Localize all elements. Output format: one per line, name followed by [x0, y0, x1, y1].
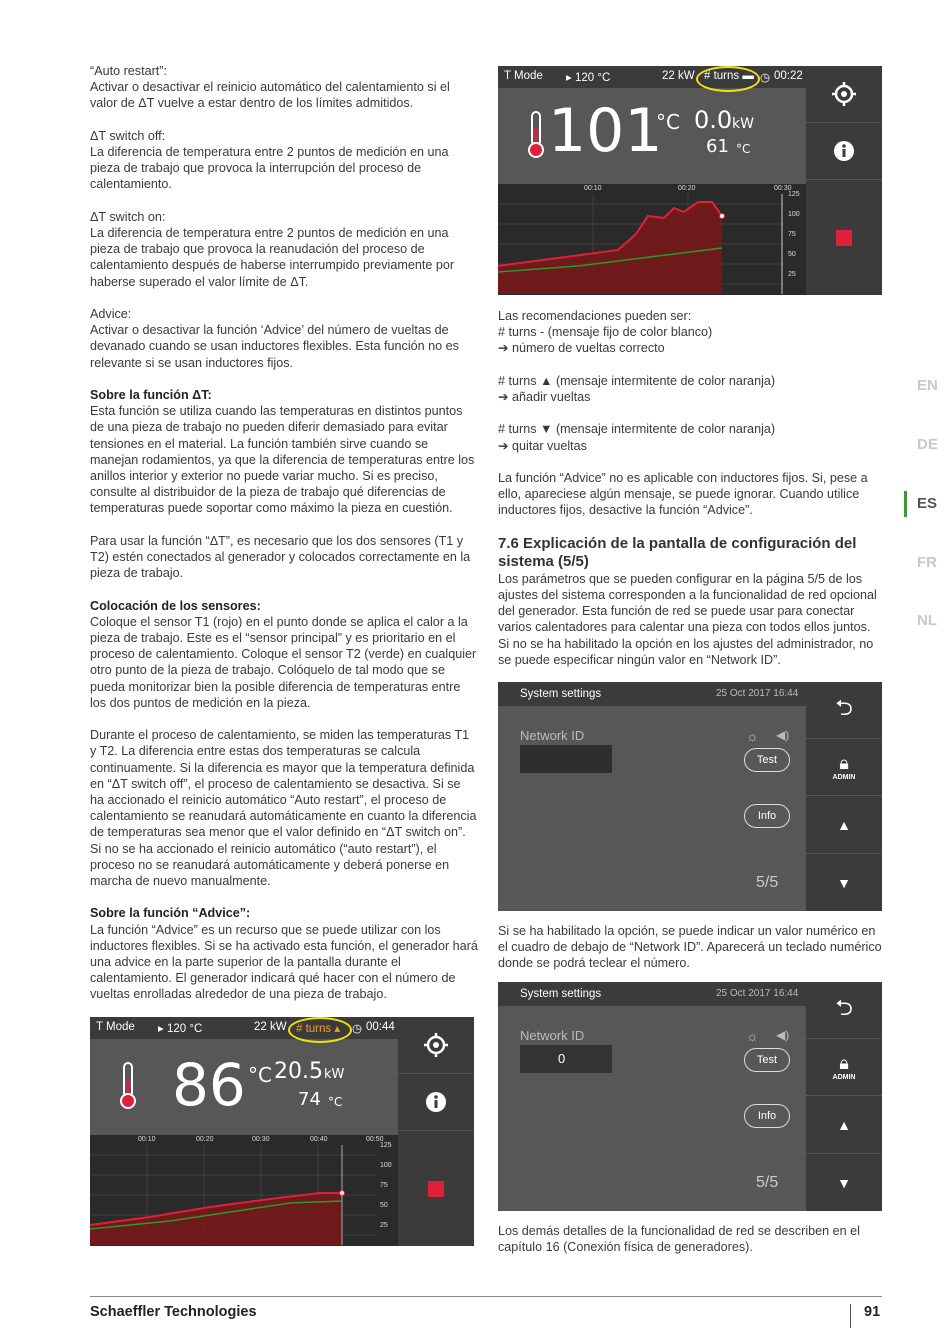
temp-chart — [498, 184, 806, 295]
scroll-down-button[interactable] — [806, 854, 882, 911]
settings-title: System settings — [520, 988, 602, 1000]
turns-highlight — [288, 1017, 352, 1043]
lock-icon: 🔒︎ — [839, 753, 849, 773]
t2-value: 74 — [298, 1089, 321, 1110]
target-temp: ▸ 120 °C — [158, 1023, 203, 1035]
mode-label: T Mode — [504, 70, 543, 82]
stop-button[interactable] — [806, 180, 882, 295]
target-button[interactable] — [398, 1017, 474, 1074]
para-during: Durante el proceso de calentamiento, se miden las temperaturas T1 y T2. La diferencia entre estas dos temperaturas se calcula continuamente. Si la diferencia es mayor que la temperatura definida en “ΔT switch off”, el proceso de calentamiento se desactiva. Si se ha accionado el reinicio automático “Auto restart”, el proceso de calentamiento se reanudará automáticamente en cuanto la diferencia de temperaturas sea menor que el valor definido en “ΔT switch on”. Si no se ha accionado el reinicio automático (“auto restart”), el proceso no se reanudará automáticamente y deberá ponerse en marcha de nuevo manualmente. — [90, 728, 477, 889]
x-tick: 00:10 — [138, 1136, 156, 1143]
final-text: Los demás detalles de la funcionalidad de red se describen en el capítulo 16 (Conexión física de generadores). — [498, 1224, 860, 1255]
para-auto-restart: “Auto restart”: Activar o desactivar el reinicio automático del calentamiento si el valor de ΔT vuelve a estar dentro de los límites admitidos. — [90, 64, 450, 111]
x-tick: 00:20 — [678, 185, 696, 192]
screen-sidebar — [398, 1017, 474, 1246]
rec-fixed: # turns - (mensaje fijo de color blanco) — [498, 325, 713, 340]
lang-tab-de[interactable]: DE — [917, 436, 938, 453]
rec-down-result: ➔ quitar vueltas — [498, 438, 587, 453]
text-about-advice: La función “Advice” es un recurso que se puede utilizar con los inductores flexibles. Si se ha activado esta función, el generador hará una advice en la parte superior de la pantalla durante el calentamiento. El generador indicará qué hacer con el número de vueltas enrolladas alrededor de una pieza de trabajo. — [90, 922, 478, 1002]
network-id-label: Network ID — [520, 728, 585, 743]
arrow-down-icon: ▼ — [837, 874, 851, 891]
clock-icon: ◷ — [352, 1023, 363, 1035]
t2-unit: °C — [736, 142, 751, 156]
x-tick: 00:10 — [584, 185, 602, 192]
scroll-up-button[interactable] — [806, 1096, 882, 1154]
back-button[interactable] — [806, 982, 882, 1039]
y-tick: 100 — [380, 1162, 392, 1169]
para-about-dt — [90, 387, 478, 517]
page-indicator: 5/5 — [756, 1174, 779, 1191]
heating-screen-top — [498, 66, 882, 295]
main-temp-unit: °C — [248, 1063, 272, 1087]
back-icon: ⮌ — [835, 695, 853, 720]
y-tick: 100 — [788, 211, 800, 218]
t1-area — [498, 202, 722, 294]
main-temp-unit: °C — [656, 110, 680, 134]
settings-title: System settings — [520, 688, 602, 700]
rec-up-block — [498, 373, 884, 405]
thermometer-icon — [526, 110, 546, 160]
para-use-dt: Para usar la función “ΔT”, es necesario que los dos sensores (T1 y T2) estén conectados al generador y colocados correctamente en la pieza de trabajo. — [90, 533, 471, 581]
section-text: Los parámetros que se pueden configurar en la página 5/5 de los ajustes del sistema corresponden a la funcionalidad de red opcional del generador. Esta función de red se puede usar para conectar varios calentadores para calentar una pieza con todos ellos juntos. Si no se ha habilitado la opción en los ajustes del administrador, no se puede especificar ningún valor en “Network ID”. — [498, 571, 877, 667]
para-sensors — [90, 598, 478, 711]
target-icon — [423, 1032, 449, 1058]
lock-icon: 🔒︎ — [839, 1053, 849, 1073]
elapsed-time: 00:22 — [774, 70, 803, 82]
settings-sidebar — [806, 682, 882, 911]
footer-divider — [90, 1296, 882, 1297]
para-about-advice — [90, 905, 478, 1002]
right-column — [498, 308, 884, 684]
lang-tab-es[interactable]: ES — [917, 495, 938, 512]
stop-button[interactable] — [398, 1131, 474, 1246]
settings-screen-1 — [498, 682, 882, 911]
info-icon — [833, 140, 855, 162]
t2-value: 61 — [706, 136, 729, 157]
arrow-up-icon: ▲ — [837, 1116, 851, 1133]
power-short: 22 kW — [254, 1021, 287, 1033]
heading-about-advice: Sobre la función “Advice”: — [90, 906, 251, 921]
arrow-down-icon: ▼ — [837, 1174, 851, 1191]
y-tick: 75 — [788, 231, 796, 238]
final-text-block — [498, 1223, 884, 1272]
scroll-up-button[interactable] — [806, 796, 882, 854]
chart-cursor — [720, 214, 725, 219]
lang-tab-en[interactable]: EN — [917, 377, 938, 394]
section-title: 7.6 Explicación de la pantalla de configuración del sistema (5/5) — [498, 534, 857, 570]
settings-screen-2 — [498, 982, 882, 1211]
brightness-icon: ☼ — [746, 1028, 759, 1044]
lang-tab-nl[interactable]: NL — [917, 612, 937, 629]
power-short: 22 kW — [662, 70, 695, 82]
rec-up-result: ➔ añadir vueltas — [498, 390, 591, 404]
footer-brand: Schaeffler Technologies — [90, 1304, 257, 1320]
settings-date: 25 Oct 2017 16:44 — [716, 988, 799, 999]
left-column — [90, 63, 478, 1019]
admin-button[interactable] — [806, 1039, 882, 1096]
info-pill-button[interactable]: Info — [744, 804, 790, 828]
recommendations — [498, 308, 884, 357]
power-unit: kW — [732, 116, 754, 132]
admin-label: ADMIN — [832, 1074, 856, 1081]
back-button[interactable] — [806, 682, 882, 739]
test-button[interactable]: Test — [744, 748, 790, 772]
network-id-input[interactable]: 0 — [520, 1045, 612, 1073]
target-button[interactable] — [806, 66, 882, 123]
volume-icon: ◀) — [776, 1028, 790, 1042]
target-icon — [831, 81, 857, 107]
rec-down: # turns ▼ (mensaje intermitente de color naranja) — [498, 422, 776, 437]
settings-date: 25 Oct 2017 16:44 — [716, 688, 799, 699]
rec-down-block — [498, 421, 884, 453]
enabled-text-block — [498, 923, 884, 988]
active-tab-indicator — [904, 491, 907, 517]
main-temp: 101 — [548, 96, 663, 166]
turns-advice: # turns ▬ — [704, 70, 754, 82]
power-value: 20.5 — [274, 1059, 323, 1084]
y-tick: 50 — [788, 251, 796, 258]
clock-icon: ◷ — [760, 72, 771, 84]
arrow-up-icon: ▲ — [837, 816, 851, 833]
x-tick: 00:30 — [252, 1136, 270, 1143]
fixed-note: La función “Advice” no es aplicable con inductores fijos. Si, pese a ello, apareciese algún mensaje, se puede ignorar. Cuando utilice inductores fijos, desactive la función “Advice”. — [498, 470, 868, 518]
y-tick: 25 — [788, 271, 796, 278]
volume-icon: ◀) — [776, 728, 790, 742]
text-sensors: Coloque el sensor T1 (rojo) en el punto donde se aplica el calor a la pieza de trabajo. Este es el “sensor principal” y es prioritario en el proceso de calentamiento. Coloque el sensor T2 (verde) en cualquier otro punto de la pieza de trabajo. Colóquelo de tal modo que se pueda monitorizar bien la posible diferencia de temperaturas entre los dos puntos de medición en la pieza. — [90, 614, 477, 710]
back-icon: ⮌ — [835, 995, 853, 1020]
stop-icon — [836, 230, 852, 246]
info-button[interactable] — [398, 1074, 474, 1131]
temp-chart-plot — [90, 1145, 376, 1245]
mode-label: T Mode — [96, 1021, 135, 1033]
para-advice: Advice: Activar o desactivar la función ‘Advice’ del número de vueltas de devanado cuando se usan inductores flexibles. Esta función no es relevante si se usan inductores fijos. — [90, 307, 459, 370]
text-about-dt: Esta función se utiliza cuando las temperaturas en distintos puntos de una pieza de trabajo no pueden diferir demasiado para evitar tensiones en el material. La función también sirve cuando se manejan rodamientos, ya que la diferencia de temperaturas entre los anillos interior y exterior no puede variar mucho. Si es preciso, consulte al distribuidor de la pieza de trabajo qué diferencias de temperaturas puede soportar como máximo la pieza en cuestión. — [90, 404, 475, 516]
turns-advice: # turns ▴ — [296, 1023, 341, 1035]
info-button[interactable] — [806, 123, 882, 180]
page-number: 91 — [864, 1304, 881, 1320]
para-dt-on: ΔT switch on: La diferencia de temperatura entre 2 puntos de medición en una pieza de trabajo que provoca la reanudación del proceso de calentamiento después de haberse interrumpido previamente por haberse superado el valor límite de ΔT. — [90, 209, 455, 289]
scroll-down-button[interactable] — [806, 1154, 882, 1211]
x-tick: 00:20 — [196, 1136, 214, 1143]
y-tick: 25 — [380, 1222, 388, 1229]
admin-label: ADMIN — [832, 774, 856, 781]
power-value: 0.0 — [694, 106, 733, 134]
para-dt-off: ΔT switch off: La diferencia de temperatura entre 2 puntos de medición en una pieza de trabajo que provoca la interrupción del proceso de calentamiento. — [90, 128, 449, 192]
info-pill-button[interactable]: Info — [744, 1104, 790, 1128]
rec-up: # turns ▲ (mensaje intermitente de color naranja) — [498, 373, 776, 388]
target-temp: ▸ 120 °C — [566, 72, 611, 84]
t2-unit: °C — [328, 1095, 343, 1109]
stop-icon — [428, 1181, 444, 1197]
network-id-input[interactable] — [520, 745, 612, 773]
power-unit: kW — [324, 1067, 345, 1082]
main-temp: 86 — [172, 1051, 246, 1119]
heating-screen-bottom — [90, 1017, 474, 1246]
info-icon — [425, 1091, 447, 1113]
thermometer-icon — [118, 1061, 138, 1111]
page-indicator: 5/5 — [756, 874, 779, 891]
y-tick: 125 — [788, 191, 800, 198]
temp-chart — [90, 1135, 398, 1246]
admin-button[interactable] — [806, 739, 882, 796]
x-tick: 00:40 — [310, 1136, 328, 1143]
settings-sidebar — [806, 982, 882, 1211]
y-tick: 50 — [380, 1202, 388, 1209]
x-tick: 00:30 — [774, 185, 792, 192]
rec-fixed-result: ➔ número de vueltas correcto — [498, 341, 665, 356]
footer-separator — [850, 1304, 851, 1328]
test-button[interactable]: Test — [744, 1048, 790, 1072]
brightness-icon: ☼ — [746, 728, 759, 744]
y-tick: 75 — [380, 1182, 388, 1189]
rec-intro: Las recomendaciones pueden ser: — [498, 309, 692, 323]
elapsed-time: 00:44 — [366, 1021, 395, 1033]
lang-tab-fr[interactable]: FR — [917, 554, 937, 571]
screen-sidebar — [806, 66, 882, 295]
heading-about-dt: Sobre la función ΔT: — [90, 388, 212, 402]
enabled-text: Si se ha habilitado la opción, se puede indicar un valor numérico en el cuadro de debajo de “Network ID”. Aparecerá un teclado numérico donde se podrá teclear el número. — [498, 924, 882, 971]
heading-sensors: Colocación de los sensores: — [90, 598, 261, 613]
turns-highlight — [696, 66, 760, 92]
network-id-label: Network ID — [520, 1028, 585, 1043]
temp-chart-plot — [498, 194, 784, 294]
x-tick: 00:50 — [366, 1136, 384, 1143]
y-tick: 125 — [380, 1142, 392, 1149]
